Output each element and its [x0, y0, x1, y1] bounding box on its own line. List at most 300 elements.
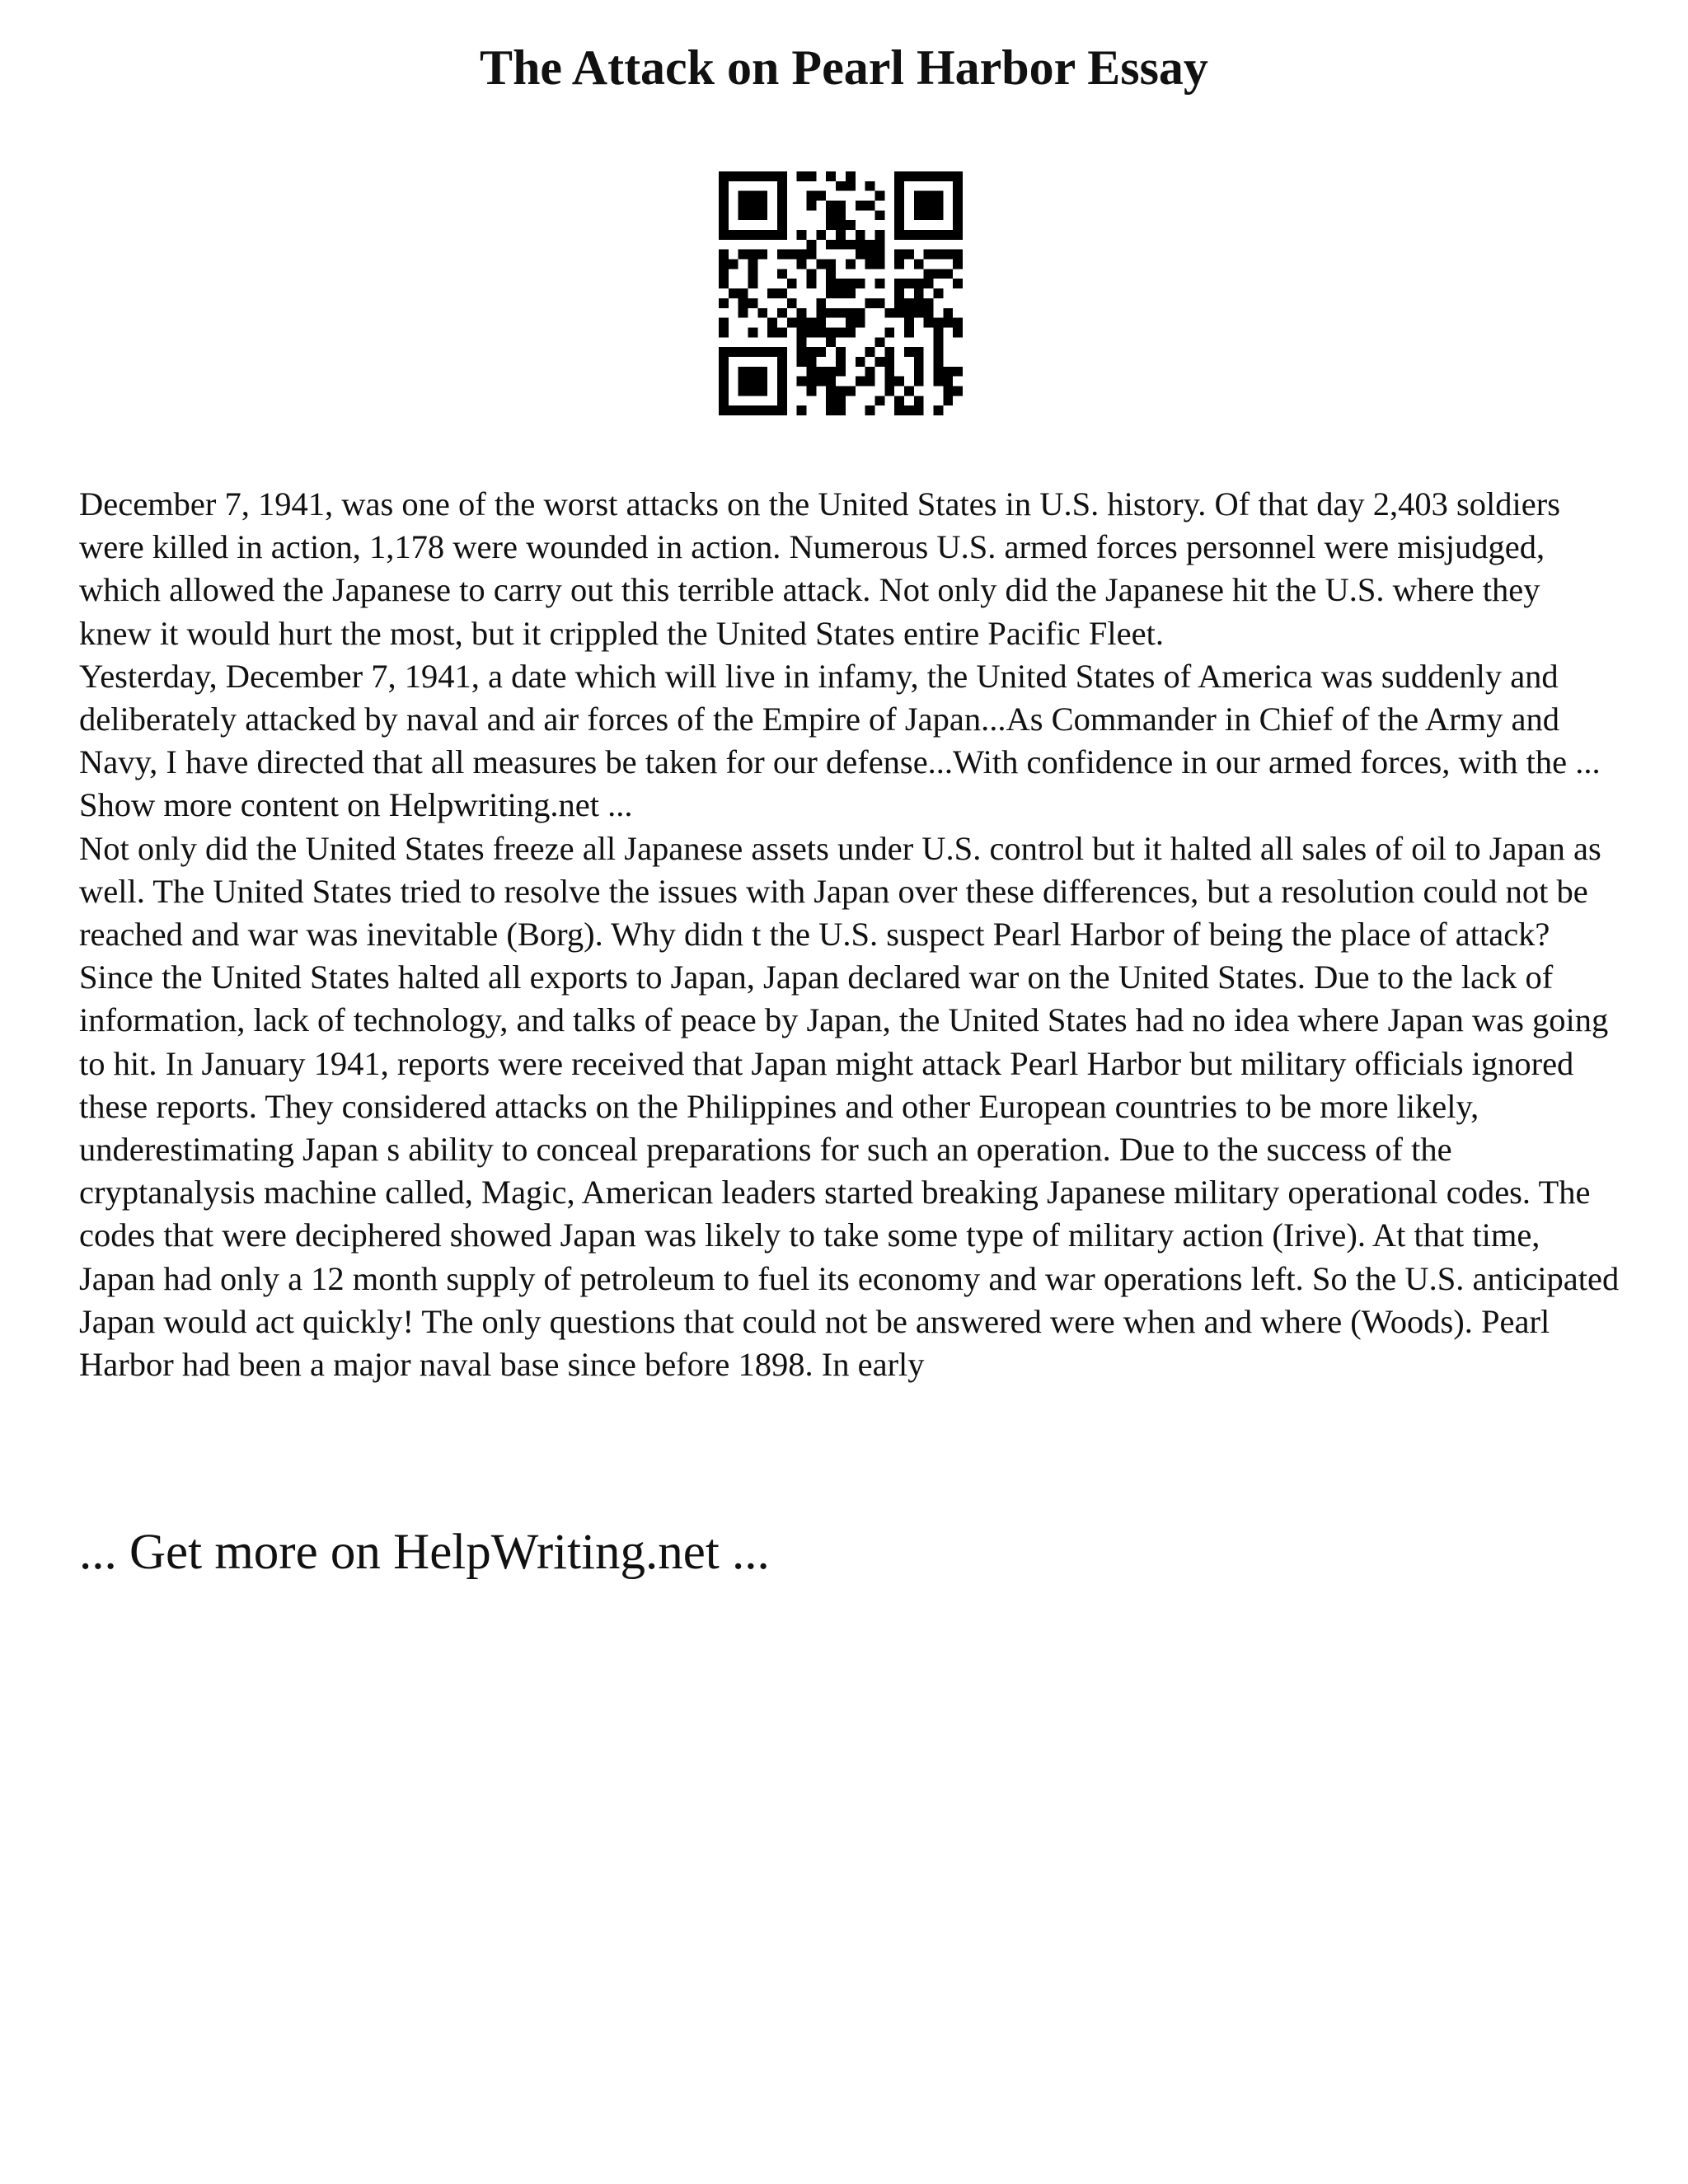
qr-module	[748, 347, 758, 357]
qr-module	[856, 377, 865, 387]
qr-module	[777, 220, 787, 230]
qr-module	[748, 250, 758, 260]
qr-module	[807, 240, 817, 250]
qr-module	[738, 191, 748, 201]
qr-module	[953, 260, 963, 269]
qr-module	[943, 250, 953, 260]
qr-module	[846, 279, 856, 288]
qr-module	[826, 308, 836, 318]
qr-module	[846, 260, 856, 269]
qr-module	[738, 250, 748, 260]
qr-module	[884, 386, 894, 396]
qr-module	[933, 171, 943, 181]
qr-module	[943, 367, 953, 377]
qr-module	[894, 230, 904, 240]
qr-module	[748, 327, 758, 337]
qr-module	[757, 230, 767, 240]
qr-module	[738, 347, 748, 357]
qr-module	[943, 230, 953, 240]
qr-module	[777, 210, 787, 220]
qr-module	[719, 318, 729, 328]
qr-module	[846, 308, 856, 318]
qr-module	[767, 327, 777, 337]
qr-module	[816, 308, 826, 318]
qr-module	[894, 250, 904, 260]
qr-module	[836, 327, 846, 337]
qr-module	[797, 171, 807, 181]
qr-module	[836, 201, 846, 211]
qr-module	[865, 347, 875, 357]
qr-module	[797, 250, 807, 260]
qr-module	[953, 250, 963, 260]
qr-module	[865, 298, 875, 308]
qr-module	[757, 210, 767, 220]
qr-module	[856, 201, 865, 211]
qr-module	[748, 298, 758, 308]
qr-module	[894, 191, 904, 201]
qr-module	[914, 367, 924, 377]
qr-module	[904, 405, 914, 415]
qr-module	[904, 279, 914, 288]
qr-module	[807, 357, 817, 367]
qr-module	[904, 318, 914, 328]
qr-module	[904, 298, 914, 308]
qr-module	[816, 191, 826, 201]
qr-module	[807, 201, 817, 211]
qr-module	[748, 210, 758, 220]
qr-module	[826, 405, 836, 415]
qr-module	[748, 367, 758, 377]
qr-module	[914, 191, 924, 201]
qr-module	[865, 377, 875, 387]
qr-module	[933, 327, 943, 337]
qr-module	[719, 367, 729, 377]
qr-module	[924, 279, 934, 288]
qr-module	[836, 308, 846, 318]
qr-module	[826, 171, 836, 181]
qr-module	[767, 230, 777, 240]
qr-module	[738, 288, 748, 298]
qr-module	[816, 367, 826, 377]
qr-module	[856, 279, 865, 288]
qr-module	[797, 337, 807, 347]
qr-module	[807, 191, 817, 201]
qr-module	[874, 210, 884, 220]
qr-module	[719, 260, 729, 269]
qr-module	[865, 201, 875, 211]
qr-module	[777, 405, 787, 415]
qr-module	[748, 171, 758, 181]
qr-module	[748, 377, 758, 387]
essay-paragraph-2: Yesterday, December 7, 1941, a date which will live in infamy, the United States of America was suddenly and deliberately attacked by naval and air forces of the Empire of Japan...As Commander in Chief of the Army and Navy, I have directed that all measures be taken for our defense...With confidence in our armed forces, with the ... Show more content on Helpwriting.net ...	[79, 657, 1601, 824]
qr-module	[719, 191, 729, 201]
qr-module	[777, 327, 787, 337]
qr-module	[933, 210, 943, 220]
qr-module	[797, 308, 807, 318]
qr-module	[924, 250, 934, 260]
qr-module	[933, 405, 943, 415]
qr-module	[953, 201, 963, 211]
qr-module	[846, 386, 856, 396]
qr-module	[846, 220, 856, 230]
qr-module	[933, 318, 943, 328]
qr-module	[894, 181, 904, 191]
qr-module	[719, 377, 729, 387]
qr-module	[738, 201, 748, 211]
qr-module	[719, 396, 729, 405]
qr-module	[748, 191, 758, 201]
qr-module	[777, 191, 787, 201]
qr-module	[797, 405, 807, 415]
qr-module	[914, 357, 924, 367]
qr-module	[884, 308, 894, 318]
essay-body	[79, 483, 1620, 1386]
qr-module	[933, 230, 943, 240]
qr-module	[943, 171, 953, 181]
qr-module	[777, 396, 787, 405]
qr-module	[767, 288, 777, 298]
qr-module	[933, 367, 943, 377]
qr-module	[865, 250, 875, 260]
qr-module	[807, 269, 817, 279]
qr-module	[738, 308, 748, 318]
qr-module	[894, 308, 904, 318]
get-more-link[interactable]: ... Get more on HelpWriting.net ...	[79, 1525, 770, 1580]
qr-module	[874, 260, 884, 269]
qr-module	[719, 181, 729, 191]
qr-module	[894, 210, 904, 220]
qr-module	[836, 210, 846, 220]
qr-module	[816, 260, 826, 269]
qr-module	[914, 377, 924, 387]
qr-module	[729, 260, 738, 269]
qr-module	[943, 269, 953, 279]
qr-module	[826, 269, 836, 279]
qr-module	[816, 327, 826, 337]
qr-module	[807, 347, 817, 357]
qr-module	[777, 250, 787, 260]
qr-module	[836, 347, 846, 357]
qr-module	[719, 210, 729, 220]
qr-module	[738, 171, 748, 181]
qr-module	[777, 269, 787, 279]
qr-module	[816, 347, 826, 357]
qr-module	[719, 171, 729, 181]
qr-module	[856, 308, 865, 318]
qr-module	[797, 260, 807, 269]
qr-module	[826, 240, 836, 250]
qr-module	[807, 171, 817, 181]
qr-module	[884, 327, 894, 337]
qr-module	[874, 191, 884, 201]
qr-module	[807, 377, 817, 387]
qr-module	[767, 405, 777, 415]
qr-module	[787, 250, 797, 260]
qr-module	[738, 386, 748, 396]
qr-module	[777, 377, 787, 387]
qr-module	[807, 250, 817, 260]
qr-module	[826, 386, 836, 396]
qr-module	[826, 288, 836, 298]
qr-module	[757, 308, 767, 318]
qr-module	[816, 298, 826, 308]
qr-module	[777, 347, 787, 357]
qr-module	[894, 405, 904, 415]
qr-module	[914, 171, 924, 181]
qr-module	[719, 250, 729, 260]
qr-module	[894, 279, 904, 288]
qr-module	[894, 171, 904, 181]
qr-module	[846, 171, 856, 181]
qr-module	[797, 327, 807, 337]
qr-module	[729, 347, 738, 357]
qr-module	[826, 279, 836, 288]
qr-module	[826, 220, 836, 230]
qr-module	[719, 230, 729, 240]
qr-module	[757, 377, 767, 387]
qr-module	[767, 171, 777, 181]
qr-module	[874, 279, 884, 288]
qr-module	[914, 298, 924, 308]
qr-module	[807, 318, 817, 328]
qr-module	[953, 318, 963, 328]
qr-module	[777, 308, 787, 318]
qr-module	[836, 386, 846, 396]
qr-module	[738, 405, 748, 415]
qr-module	[904, 347, 914, 357]
qr-module	[953, 210, 963, 220]
qr-module	[933, 377, 943, 387]
qr-module	[777, 288, 787, 298]
qr-module	[787, 318, 797, 328]
qr-module	[933, 269, 943, 279]
qr-module	[738, 298, 748, 308]
qr-module	[924, 298, 934, 308]
qr-module	[953, 327, 963, 337]
qr-module	[826, 367, 836, 377]
qr-module	[846, 181, 856, 191]
qr-module	[953, 386, 963, 396]
qr-module	[924, 308, 934, 318]
qr-module	[826, 201, 836, 211]
qr-module	[826, 260, 836, 269]
qr-module	[767, 347, 777, 357]
qr-module	[894, 298, 904, 308]
qr-module	[836, 240, 846, 250]
qr-module	[914, 405, 924, 415]
qr-module	[836, 181, 846, 191]
qr-module	[807, 327, 817, 337]
qr-module	[943, 308, 953, 318]
qr-module	[836, 279, 846, 288]
qr-module	[719, 201, 729, 211]
qr-module	[757, 367, 767, 377]
qr-module	[777, 171, 787, 181]
qr-module	[933, 347, 943, 357]
qr-module	[757, 191, 767, 201]
qr-module	[757, 171, 767, 181]
qr-module	[953, 181, 963, 191]
qr-module	[856, 240, 865, 250]
qr-module	[777, 230, 787, 240]
qr-module	[904, 230, 914, 240]
qr-module	[836, 230, 846, 240]
qr-module	[836, 396, 846, 405]
qr-module	[874, 337, 884, 347]
qr-module	[884, 347, 894, 357]
qr-module	[914, 288, 924, 298]
qr-module	[884, 367, 894, 377]
qr-module	[874, 396, 884, 405]
qr-module	[719, 357, 729, 367]
qr-module	[894, 201, 904, 211]
qr-module	[807, 367, 817, 377]
qr-module	[748, 386, 758, 396]
qr-module	[933, 337, 943, 347]
qr-module	[933, 357, 943, 367]
qr-module	[874, 357, 884, 367]
qr-module	[865, 181, 875, 191]
qr-module	[738, 210, 748, 220]
qr-module	[914, 201, 924, 211]
qr-module	[738, 367, 748, 377]
qr-module	[884, 357, 894, 367]
qr-module	[738, 230, 748, 240]
qr-module	[953, 220, 963, 230]
qr-module	[816, 230, 826, 240]
qr-module	[807, 279, 817, 288]
qr-module	[797, 347, 807, 357]
qr-module	[807, 386, 817, 396]
qr-module	[846, 318, 856, 328]
qr-module	[836, 357, 846, 367]
qr-module	[943, 386, 953, 396]
qr-module	[826, 337, 836, 347]
qr-module	[729, 230, 738, 240]
qr-module	[924, 318, 934, 328]
qr-module	[719, 269, 729, 279]
qr-module	[797, 230, 807, 240]
qr-module	[953, 191, 963, 201]
qr-module	[826, 327, 836, 337]
qr-module	[797, 318, 807, 328]
qr-module	[953, 171, 963, 181]
qr-module	[943, 318, 953, 328]
qr-module	[924, 210, 934, 220]
qr-module	[924, 191, 934, 201]
qr-module	[729, 405, 738, 415]
qr-module	[894, 220, 904, 230]
qr-module	[914, 396, 924, 405]
qr-module	[924, 230, 934, 240]
qr-module	[777, 386, 787, 396]
qr-module	[874, 298, 884, 308]
qr-module	[904, 327, 914, 337]
qr-module	[719, 347, 729, 357]
qr-code-graphic	[719, 171, 963, 415]
qr-module	[777, 367, 787, 377]
qr-module	[836, 405, 846, 415]
qr-module	[914, 210, 924, 220]
qr-module	[729, 171, 738, 181]
qr-module	[933, 201, 943, 211]
qr-module	[904, 250, 914, 260]
qr-module	[856, 230, 865, 240]
qr-code-icon[interactable]	[719, 171, 963, 415]
qr-module	[787, 279, 797, 288]
qr-module	[846, 288, 856, 298]
qr-module	[865, 405, 875, 415]
qr-module	[874, 250, 884, 260]
qr-module	[748, 260, 758, 269]
qr-module	[797, 357, 807, 367]
qr-module	[933, 288, 943, 298]
qr-module	[757, 386, 767, 396]
qr-module	[933, 191, 943, 201]
qr-module	[846, 240, 856, 250]
qr-module	[816, 377, 826, 387]
qr-module	[719, 220, 729, 230]
qr-module	[874, 230, 884, 240]
qr-module	[748, 279, 758, 288]
qr-module	[757, 250, 767, 260]
qr-module	[748, 230, 758, 240]
qr-module	[914, 347, 924, 357]
qr-module	[924, 269, 934, 279]
qr-module	[787, 298, 797, 308]
qr-module	[865, 367, 875, 377]
qr-module	[757, 201, 767, 211]
qr-module	[904, 171, 914, 181]
qr-module	[884, 377, 894, 387]
qr-module	[719, 298, 729, 308]
qr-module	[894, 260, 904, 269]
qr-module	[777, 181, 787, 191]
qr-module	[914, 260, 924, 269]
essay-paragraph-1: December 7, 1941, was one of the worst attacks on the United States in U.S. history. Of that day 2,403 soldiers were killed in action, 1,178 were wounded in action. Numerous U.S. armed forces personnel were misjudged, which allowed the Japanese to carry out this terrible attack. Not only did the Japanese hit the U.S. where they knew it would hurt the most, but it crippled the United States entire Pacific Fleet.	[79, 485, 1561, 652]
qr-module	[914, 279, 924, 288]
qr-module	[894, 377, 904, 387]
qr-module	[846, 327, 856, 337]
qr-module	[953, 279, 963, 288]
qr-module	[719, 279, 729, 288]
qr-module	[865, 240, 875, 250]
qr-module	[836, 220, 846, 230]
qr-module	[748, 201, 758, 211]
qr-module	[856, 318, 865, 328]
qr-module	[719, 386, 729, 396]
qr-module	[757, 405, 767, 415]
qr-module	[943, 396, 953, 405]
qr-module	[767, 318, 777, 328]
qr-module	[757, 347, 767, 357]
qr-module	[904, 386, 914, 396]
qr-module	[777, 357, 787, 367]
qr-module	[894, 288, 904, 298]
qr-module	[953, 367, 963, 377]
qr-module	[914, 230, 924, 240]
qr-module	[836, 367, 846, 377]
qr-module	[797, 377, 807, 387]
qr-module	[953, 230, 963, 240]
qr-module	[748, 269, 758, 279]
qr-module	[826, 396, 836, 405]
qr-module	[924, 171, 934, 181]
qr-module	[719, 405, 729, 415]
qr-module	[914, 308, 924, 318]
qr-module	[894, 396, 904, 405]
qr-module	[826, 210, 836, 220]
